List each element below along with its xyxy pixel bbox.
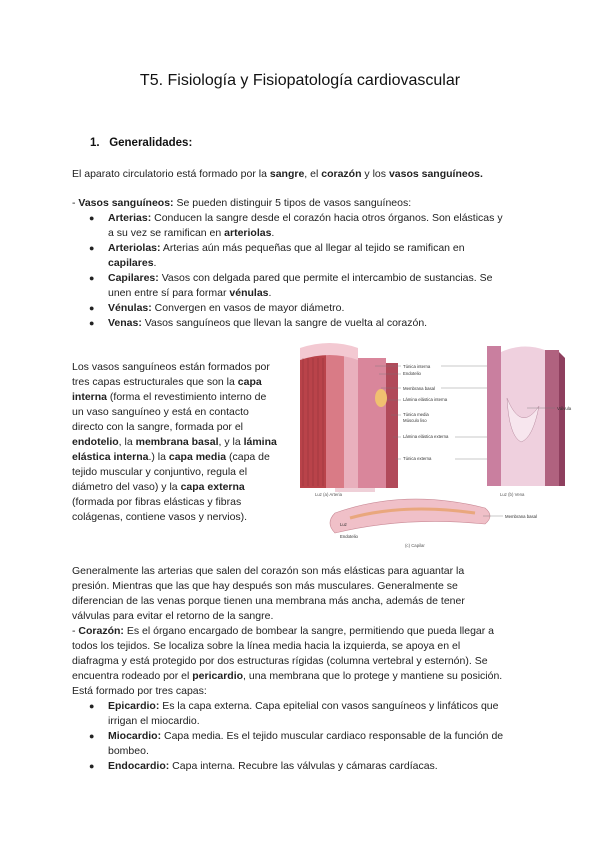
list-item-continuation: bombeo.: [108, 745, 149, 757]
list-item-continuation: unen entre sí para formar vénulas.: [108, 287, 272, 299]
intro-paragraph: El aparato circulatorio está formado por la sangre, el corazón y los vasos sanguíneos.: [72, 168, 483, 180]
list-item: ● Epicardio: Es la capa externa. Capa epitelial con vasos sanguíneos y linfáticos que: [89, 700, 499, 712]
svg-text:Endotelio: Endotelio: [340, 534, 358, 539]
svg-text:Túnica interna: Túnica interna: [403, 364, 431, 369]
vein-drawing: [487, 346, 572, 486]
list-item: ● Capilares: Vasos con delgada pared que permite el intercambio de sustancias. Se: [89, 272, 493, 284]
list-item-continuation: capilares.: [108, 257, 157, 269]
svg-text:Válvula: Válvula: [557, 406, 572, 411]
svg-text:Membrana basal: Membrana basal: [403, 386, 436, 391]
caption-vein: Luz (b) Vena: [500, 492, 525, 497]
svg-text:Túnica externa: Túnica externa: [403, 456, 432, 461]
list-item-continuation: irrigan el miocardio.: [108, 715, 200, 727]
list-item-continuation: a su vez se ramifican en arteriolas.: [108, 227, 275, 239]
svg-text:Luz: Luz: [340, 522, 347, 527]
section-heading: [90, 137, 192, 149]
list-item: ● Miocardio: Capa media. Es el tejido muscular cardiaco responsable de la función de: [89, 730, 504, 742]
document-page: T5. Fisiología y Fisiopatología cardiovascular 1. Generalidades: El aparato circulatorio está formado por la sangre, el corazón y los vasos sanguíneos. - Vasos sanguíneos: Se pueden distinguir 5 tipos de vasos sanguíneos: ● Arterias: Conducen la sangre desde el corazón hacia otros órganos. Son elásticas y a su vez se ramifican en arteriolas. ● Arteriolas: Arterias aún más pequeñas que al llegar al tejido se ramifican en capilares. ● Capilares: Vasos con delgada pared que permite el intercambio de sustancias. Se unen entre sí para formar vénulas. ● Vénulas: Convergen en vasos de mayor diámetro. ● Venas: Vasos sanguíneos que llevan la sangre de vuelta al corazón. Los vasos sanguíneos están formados por tres capas estructurales que son la capa interna (forma el revestimiento interno de un vaso sanguíneo y está en contacto directo con la sangre, formada por el endotelio, la membrana basal, y la lámina elástica interna.) la capa media (capa de tejido muscular y conjuntivo, regula el diámetro del vaso) y la capa externa (formada por fibras elásticas y fibras colágenas, contiene vasos y nervios). Túnica interna Endotelio Membrana basal Lámina elástica interna Túnica media Músculo liso Lámina elástica externa Túnica externa Válvula Luz (a) Arteria Luz (b) Vena Luz Membrana basal Endotelio (c) Capilar Generalmente las arterias que salen del corazón son más elásticas para aguantar la presión. Mientras que las que hay después son más musculares. Generalmente se diferencian de las venas porque tienen una membrana más ancha, además de tener válvulas para evitar el retorno de la sangre. - Corazón: Es el órgano encargado de bombear la sangre, permitiendo que pueda llegar a todos los tejidos. Se localiza sobre la línea media hacia la izquierda, se apoya en el diafragma y está protegido por dos estructuras rígidas (columna vertebral y esternón). Se encuentra rodeado por el pericardio, una membrana que lo protege y mantiene su posición. Está formado por tres capas: ● Epicardio: Es la capa externa. Capa epitelial con vasos sanguíneos y linfáticos que irrigan el miocardio. ● Miocardio: Capa media. Es el tejido muscular cardiaco responsable de la función de bombeo. ● Endocardio: Capa interna. Recubre las válvulas y cámaras cardíacas.: [0, 0, 600, 848]
capillary-drawing: [330, 499, 537, 548]
vasos-intro: - Vasos sanguíneos: Se pueden distinguir 5 tipos de vasos sanguíneos:: [72, 197, 412, 209]
svg-text:Endotelio: Endotelio: [403, 371, 421, 376]
blood-vessel-illustration: [295, 338, 575, 553]
svg-text:Túnica media: Túnica media: [403, 412, 429, 417]
artery-drawing: [300, 343, 398, 492]
section-title: Generalidades:: [109, 137, 193, 149]
document-title: T5. Fisiología y Fisiopatología cardiovascular: [139, 72, 461, 89]
section-number: 1.: [90, 137, 100, 149]
svg-text:Lámina elástica externa: Lámina elástica externa: [403, 434, 449, 439]
list-item: ● Endocardio: Capa interna. Recubre las válvulas y cámaras cardíacas.: [89, 760, 438, 772]
svg-text:(c) Capilar: (c) Capilar: [405, 543, 425, 548]
caption-artery: Luz (a) Arteria: [315, 492, 342, 497]
list-item: ● Venas: Vasos sanguíneos que llevan la sangre de vuelta al corazón.: [89, 317, 428, 329]
svg-text:Músculo liso: Músculo liso: [403, 418, 427, 423]
list-item: ● Arteriolas: Arterias aún más pequeñas que al llegar al tejido se ramifican en: [89, 242, 465, 254]
list-item: ● Vénulas: Convergen en vasos de mayor diámetro.: [89, 302, 345, 314]
list-item: ● Arterias: Conducen la sangre desde el corazón hacia otros órganos. Son elásticas y: [89, 212, 503, 224]
svg-text:Lámina elástica interna: Lámina elástica interna: [403, 397, 448, 402]
svg-text:Membrana basal: Membrana basal: [505, 514, 538, 519]
